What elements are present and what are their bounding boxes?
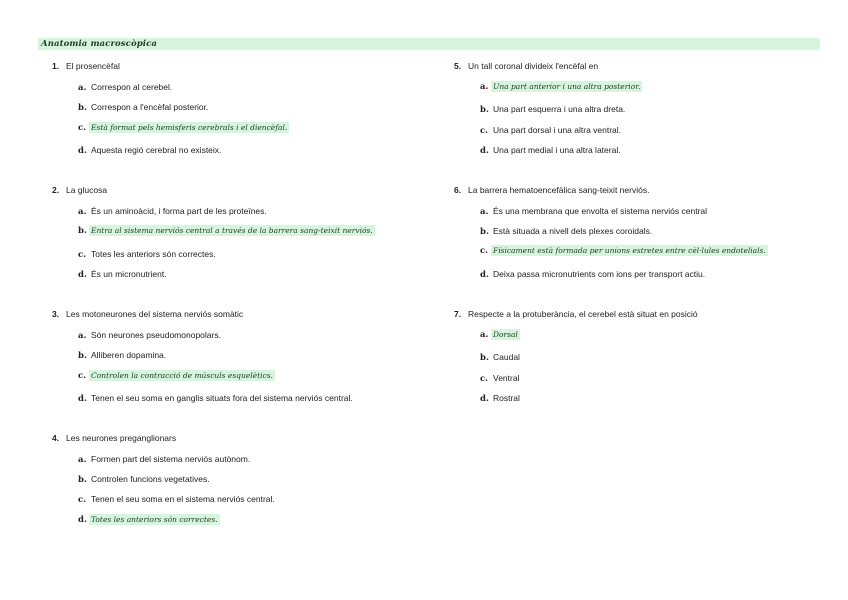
option-c[interactable]: c. Està format pels hemisferis cerebrals i el diencèfal. <box>78 123 288 133</box>
option-a[interactable]: a. És una membrana que envolta el sistema nerviós central <box>480 206 708 217</box>
question-text <box>454 309 698 319</box>
option-b[interactable]: b. Caudal <box>480 352 520 363</box>
correct-answer-highlight: Dorsal <box>493 330 518 339</box>
correct-answer-highlight: Físicament està formada per unions estretes entre cèl·lules endotelials. <box>493 246 766 255</box>
option-d[interactable]: d. Tenen el seu soma en ganglis situats fora del sistema nerviós central. <box>78 393 353 404</box>
option-b[interactable]: b. Està situada a nivell dels plexes coroidals. <box>480 226 653 237</box>
question-text <box>52 433 176 443</box>
question-number: 6. <box>454 185 462 195</box>
option-b[interactable]: b. Entra al sistema nerviós central a través de la barrera sang-teixit nerviós. <box>78 226 373 236</box>
question-label: La barrera hematoencefàlica sang-teixit nerviós. <box>468 185 650 195</box>
question-number: 4. <box>52 433 60 443</box>
option-d[interactable]: d. Una part medial i una altra lateral. <box>480 145 621 156</box>
question-text <box>454 185 649 195</box>
question-text <box>52 185 107 195</box>
option-a[interactable]: a. Dorsal <box>480 330 518 340</box>
option-d[interactable]: d. Deixa passa micronutrients com ions per transport actiu. <box>480 269 706 280</box>
question-number: 5. <box>454 61 462 71</box>
option-d[interactable]: d. Totes les anteriors són correctes. <box>78 515 218 525</box>
option-d[interactable]: d. Rostral <box>480 393 520 404</box>
question-number: 7. <box>454 309 462 319</box>
option-b[interactable]: b. Controlen funcions vegetatives. <box>78 474 210 485</box>
question-number: 3. <box>52 309 60 319</box>
correct-answer-highlight: Controlen la contracció de músculs esquelètics. <box>91 371 273 380</box>
option-b[interactable]: b. Correspon a l'encèfal posterior. <box>78 102 209 113</box>
option-a[interactable]: a. És un aminoàcid, i forma part de les proteïnes. <box>78 206 267 217</box>
question-text <box>52 61 120 71</box>
question-number: 2. <box>52 185 60 195</box>
section-title: Anatomia macroscòpica <box>41 39 157 49</box>
option-c[interactable]: c. Tenen el seu soma en el sistema nerviós central. <box>78 494 275 505</box>
option-d[interactable]: d. Aquesta regió cerebral no existeix. <box>78 145 222 156</box>
question-label: La glucosa <box>66 185 108 195</box>
option-d[interactable]: d. És un micronutrient. <box>78 269 167 280</box>
question-label: Les motoneurones del sistema nerviós somàtic <box>66 309 244 319</box>
option-a[interactable]: a. Una part anterior i una altra posterior. <box>480 82 641 92</box>
correct-answer-highlight: Totes les anteriors són correctes. <box>91 515 218 524</box>
option-c[interactable]: c. Totes les anteriors són correctes. <box>78 249 216 260</box>
correct-answer-highlight: Una part anterior i una altra posterior. <box>493 82 641 91</box>
option-c[interactable]: c. Ventral <box>480 373 520 384</box>
option-b[interactable]: b. Alliberen dopamina. <box>78 350 167 361</box>
option-b[interactable]: b. Una part esquerra i una altra dreta. <box>480 104 626 115</box>
question-text <box>454 61 598 71</box>
option-a[interactable]: a. Correspon al cerebel. <box>78 82 173 93</box>
correct-answer-highlight: Està format pels hemisferis cerebrals i el diencèfal. <box>91 123 288 132</box>
question-number: 1. <box>52 61 60 71</box>
question-text <box>52 309 243 319</box>
question-label: Respecte a la protuberància, el cerebel està situat en posició <box>468 309 698 319</box>
question-label: Un tall coronal divideix l'encèfal en <box>468 61 599 71</box>
option-c[interactable]: c. Físicament està formada per unions estretes entre cèl·lules endotelials. <box>480 246 766 256</box>
question-label: El prosencèfal <box>66 61 120 71</box>
question-label: Les neurones preganglionars <box>66 433 177 443</box>
option-a[interactable]: a. Són neurones pseudomonopolars. <box>78 330 221 341</box>
option-c[interactable]: c. Una part dorsal i una altra ventral. <box>480 125 622 136</box>
option-c[interactable]: c. Controlen la contracció de músculs esquelètics. <box>78 371 273 381</box>
correct-answer-highlight: Entra al sistema nerviós central a través de la barrera sang-teixit nerviós. <box>91 226 373 235</box>
option-a[interactable]: a. Formen part del sistema nerviós autònom. <box>78 454 251 465</box>
